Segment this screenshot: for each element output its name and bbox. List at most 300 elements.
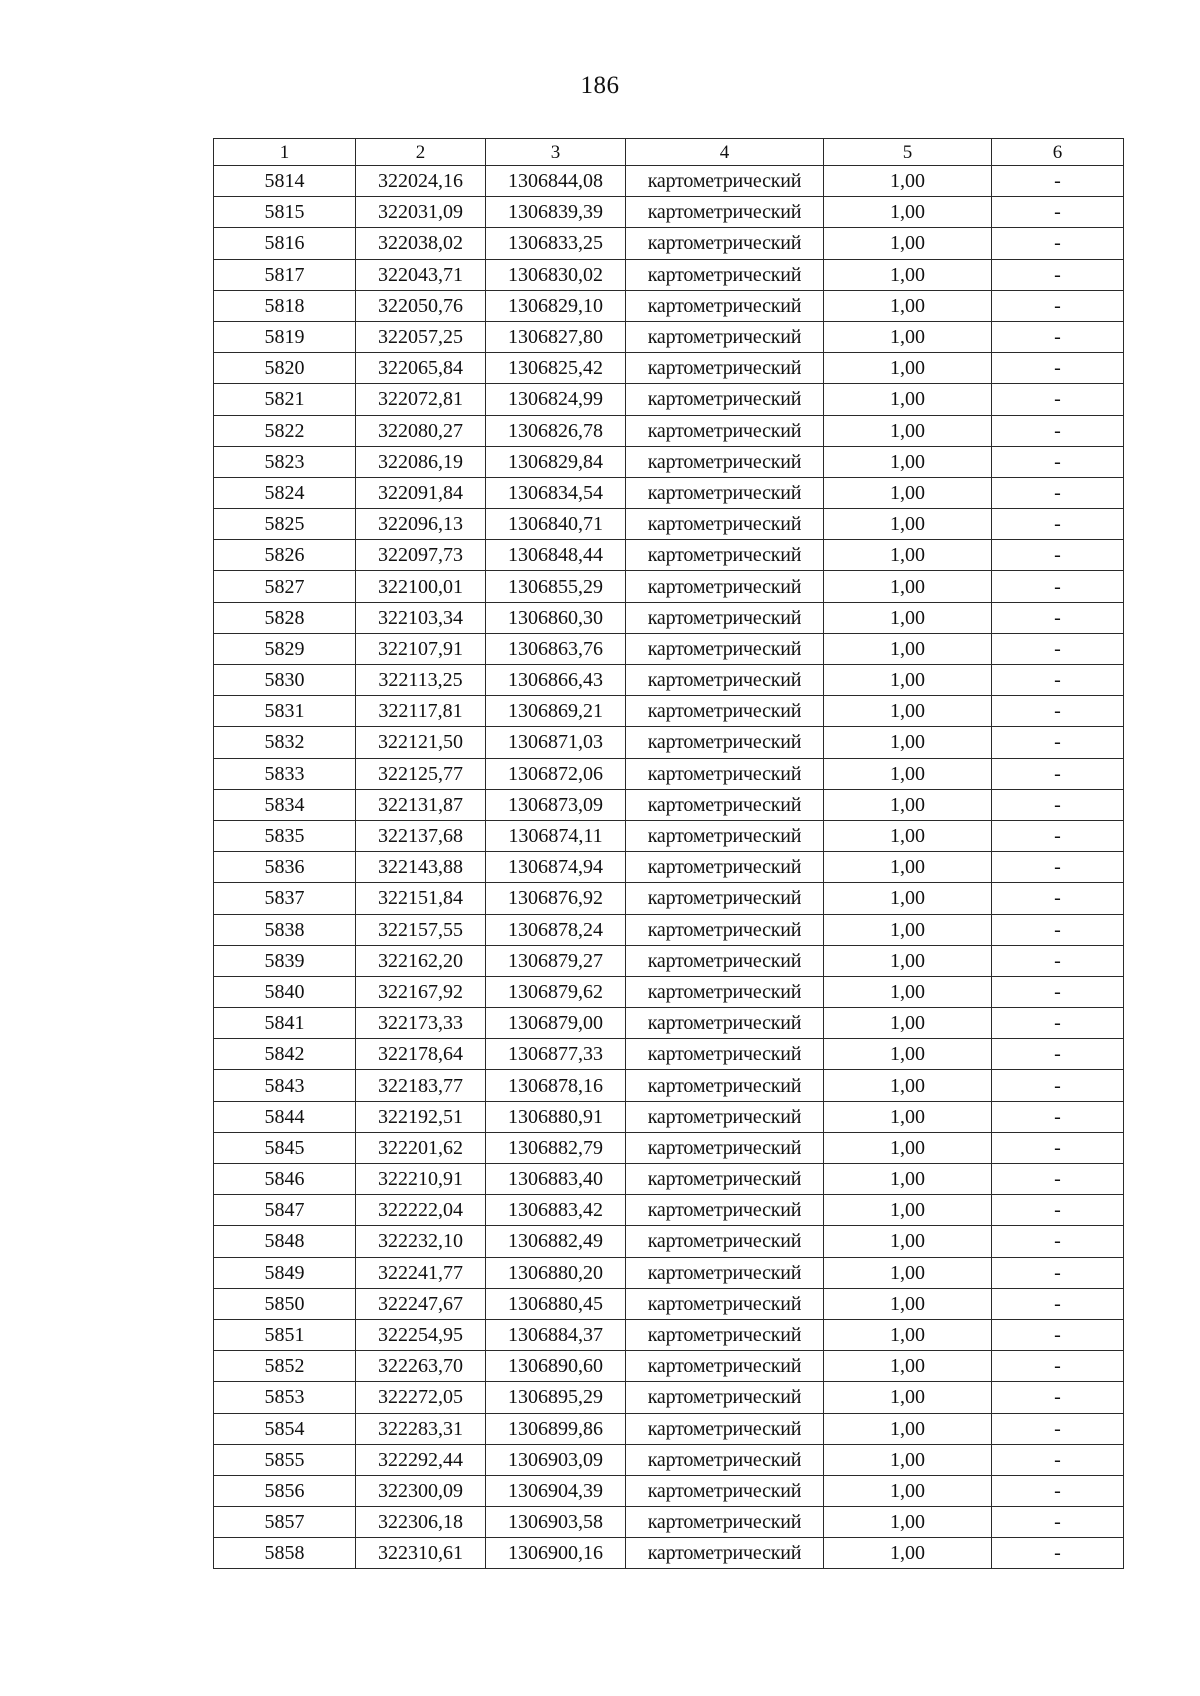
method-cell: картометрический (626, 665, 824, 696)
y-coordinate-cell: 1306855,29 (486, 571, 626, 602)
point-number-cell: 5848 (214, 1226, 356, 1257)
y-coordinate-cell: 1306880,20 (486, 1257, 626, 1288)
description-cell: - (992, 321, 1124, 352)
table-row (214, 1164, 1124, 1195)
accuracy-cell: 1,00 (824, 571, 992, 602)
x-coordinate-cell: 322125,77 (356, 758, 486, 789)
table-row (214, 1382, 1124, 1413)
description-cell: - (992, 1319, 1124, 1350)
point-number-cell: 5821 (214, 384, 356, 415)
table-row (214, 1195, 1124, 1226)
method-cell: картометрический (626, 852, 824, 883)
table-row (214, 571, 1124, 602)
table-row (214, 1538, 1124, 1569)
accuracy-cell: 1,00 (824, 1226, 992, 1257)
y-coordinate-cell: 1306884,37 (486, 1319, 626, 1350)
x-coordinate-cell: 322241,77 (356, 1257, 486, 1288)
description-cell: - (992, 1226, 1124, 1257)
x-coordinate-cell: 322117,81 (356, 696, 486, 727)
accuracy-cell: 1,00 (824, 945, 992, 976)
point-number-cell: 5827 (214, 571, 356, 602)
accuracy-cell: 1,00 (824, 727, 992, 758)
accuracy-cell: 1,00 (824, 1101, 992, 1132)
description-cell: - (992, 353, 1124, 384)
table-row (214, 1413, 1124, 1444)
accuracy-cell: 1,00 (824, 1351, 992, 1382)
point-number-cell: 5815 (214, 197, 356, 228)
accuracy-cell: 1,00 (824, 1538, 992, 1569)
description-cell: - (992, 602, 1124, 633)
table-row (214, 1257, 1124, 1288)
x-coordinate-cell: 322210,91 (356, 1164, 486, 1195)
table-row (214, 477, 1124, 508)
x-coordinate-cell: 322103,34 (356, 602, 486, 633)
point-number-cell: 5832 (214, 727, 356, 758)
accuracy-cell: 1,00 (824, 1444, 992, 1475)
method-cell: картометрический (626, 1351, 824, 1382)
y-coordinate-cell: 1306880,45 (486, 1288, 626, 1319)
point-number-cell: 5814 (214, 166, 356, 197)
x-coordinate-cell: 322183,77 (356, 1070, 486, 1101)
x-coordinate-cell: 322107,91 (356, 633, 486, 664)
accuracy-cell: 1,00 (824, 228, 992, 259)
x-coordinate-cell: 322080,27 (356, 415, 486, 446)
table-row (214, 197, 1124, 228)
x-coordinate-cell: 322096,13 (356, 509, 486, 540)
description-cell: - (992, 1132, 1124, 1163)
accuracy-cell: 1,00 (824, 789, 992, 820)
point-number-cell: 5844 (214, 1101, 356, 1132)
method-cell: картометрический (626, 477, 824, 508)
method-cell: картометрический (626, 1475, 824, 1506)
y-coordinate-cell: 1306878,24 (486, 914, 626, 945)
x-coordinate-cell: 322254,95 (356, 1319, 486, 1350)
y-coordinate-cell: 1306880,91 (486, 1101, 626, 1132)
accuracy-cell: 1,00 (824, 914, 992, 945)
point-number-cell: 5853 (214, 1382, 356, 1413)
method-cell: картометрический (626, 1538, 824, 1569)
x-coordinate-cell: 322137,68 (356, 820, 486, 851)
x-coordinate-cell: 322151,84 (356, 883, 486, 914)
y-coordinate-cell: 1306860,30 (486, 602, 626, 633)
table-row (214, 1319, 1124, 1350)
y-coordinate-cell: 1306882,49 (486, 1226, 626, 1257)
y-coordinate-cell: 1306872,06 (486, 758, 626, 789)
description-cell: - (992, 1288, 1124, 1319)
column-header-6: 6 (992, 139, 1124, 166)
accuracy-cell: 1,00 (824, 1039, 992, 1070)
point-number-cell: 5847 (214, 1195, 356, 1226)
method-cell: картометрический (626, 1008, 824, 1039)
table-row (214, 1101, 1124, 1132)
description-cell: - (992, 1070, 1124, 1101)
y-coordinate-cell: 1306879,00 (486, 1008, 626, 1039)
point-number-cell: 5855 (214, 1444, 356, 1475)
point-number-cell: 5852 (214, 1351, 356, 1382)
table-body (214, 166, 1124, 1569)
x-coordinate-cell: 322050,76 (356, 290, 486, 321)
coordinates-table (213, 138, 1124, 1569)
description-cell: - (992, 509, 1124, 540)
point-number-cell: 5850 (214, 1288, 356, 1319)
description-cell: - (992, 1475, 1124, 1506)
x-coordinate-cell: 322131,87 (356, 789, 486, 820)
description-cell: - (992, 696, 1124, 727)
y-coordinate-cell: 1306895,29 (486, 1382, 626, 1413)
table-row (214, 1288, 1124, 1319)
x-coordinate-cell: 322201,62 (356, 1132, 486, 1163)
method-cell: картометрический (626, 1164, 824, 1195)
point-number-cell: 5856 (214, 1475, 356, 1506)
y-coordinate-cell: 1306874,11 (486, 820, 626, 851)
y-coordinate-cell: 1306830,02 (486, 259, 626, 290)
point-number-cell: 5826 (214, 540, 356, 571)
method-cell: картометрический (626, 353, 824, 384)
y-coordinate-cell: 1306882,79 (486, 1132, 626, 1163)
method-cell: картометрический (626, 321, 824, 352)
accuracy-cell: 1,00 (824, 540, 992, 571)
table-row (214, 321, 1124, 352)
point-number-cell: 5839 (214, 945, 356, 976)
y-coordinate-cell: 1306873,09 (486, 789, 626, 820)
accuracy-cell: 1,00 (824, 509, 992, 540)
table-row (214, 633, 1124, 664)
method-cell: картометрический (626, 1257, 824, 1288)
point-number-cell: 5833 (214, 758, 356, 789)
accuracy-cell: 1,00 (824, 1195, 992, 1226)
accuracy-cell: 1,00 (824, 633, 992, 664)
method-cell: картометрический (626, 696, 824, 727)
x-coordinate-cell: 322232,10 (356, 1226, 486, 1257)
point-number-cell: 5825 (214, 509, 356, 540)
description-cell: - (992, 1351, 1124, 1382)
accuracy-cell: 1,00 (824, 197, 992, 228)
point-number-cell: 5830 (214, 665, 356, 696)
description-cell: - (992, 1039, 1124, 1070)
y-coordinate-cell: 1306903,58 (486, 1507, 626, 1538)
method-cell: картометрический (626, 228, 824, 259)
y-coordinate-cell: 1306829,10 (486, 290, 626, 321)
accuracy-cell: 1,00 (824, 1132, 992, 1163)
y-coordinate-cell: 1306844,08 (486, 166, 626, 197)
x-coordinate-cell: 322292,44 (356, 1444, 486, 1475)
x-coordinate-cell: 322113,25 (356, 665, 486, 696)
description-cell: - (992, 1538, 1124, 1569)
point-number-cell: 5819 (214, 321, 356, 352)
accuracy-cell: 1,00 (824, 1319, 992, 1350)
method-cell: картометрический (626, 384, 824, 415)
column-header-1: 1 (214, 139, 356, 166)
description-cell: - (992, 259, 1124, 290)
accuracy-cell: 1,00 (824, 1475, 992, 1506)
method-cell: картометрический (626, 1101, 824, 1132)
x-coordinate-cell: 322038,02 (356, 228, 486, 259)
method-cell: картометрический (626, 883, 824, 914)
method-cell: картометрический (626, 197, 824, 228)
method-cell: картометрический (626, 259, 824, 290)
y-coordinate-cell: 1306879,62 (486, 976, 626, 1007)
description-cell: - (992, 1195, 1124, 1226)
table-row (214, 1444, 1124, 1475)
accuracy-cell: 1,00 (824, 353, 992, 384)
method-cell: картометрический (626, 976, 824, 1007)
table-row (214, 1039, 1124, 1070)
accuracy-cell: 1,00 (824, 852, 992, 883)
y-coordinate-cell: 1306877,33 (486, 1039, 626, 1070)
x-coordinate-cell: 322247,67 (356, 1288, 486, 1319)
method-cell: картометрический (626, 166, 824, 197)
method-cell: картометрический (626, 1226, 824, 1257)
method-cell: картометрический (626, 758, 824, 789)
column-header-5: 5 (824, 139, 992, 166)
table-row (214, 883, 1124, 914)
x-coordinate-cell: 322091,84 (356, 477, 486, 508)
table-row (214, 166, 1124, 197)
accuracy-cell: 1,00 (824, 1008, 992, 1039)
y-coordinate-cell: 1306824,99 (486, 384, 626, 415)
y-coordinate-cell: 1306866,43 (486, 665, 626, 696)
accuracy-cell: 1,00 (824, 976, 992, 1007)
x-coordinate-cell: 322157,55 (356, 914, 486, 945)
y-coordinate-cell: 1306883,42 (486, 1195, 626, 1226)
x-coordinate-cell: 322306,18 (356, 1507, 486, 1538)
accuracy-cell: 1,00 (824, 415, 992, 446)
x-coordinate-cell: 322272,05 (356, 1382, 486, 1413)
y-coordinate-cell: 1306827,80 (486, 321, 626, 352)
x-coordinate-cell: 322121,50 (356, 727, 486, 758)
column-header-2: 2 (356, 139, 486, 166)
method-cell: картометрический (626, 1039, 824, 1070)
point-number-cell: 5828 (214, 602, 356, 633)
table-row (214, 727, 1124, 758)
accuracy-cell: 1,00 (824, 1382, 992, 1413)
description-cell: - (992, 477, 1124, 508)
table-row (214, 290, 1124, 321)
y-coordinate-cell: 1306869,21 (486, 696, 626, 727)
description-cell: - (992, 914, 1124, 945)
point-number-cell: 5857 (214, 1507, 356, 1538)
table-row (214, 820, 1124, 851)
point-number-cell: 5838 (214, 914, 356, 945)
y-coordinate-cell: 1306871,03 (486, 727, 626, 758)
description-cell: - (992, 540, 1124, 571)
y-coordinate-cell: 1306874,94 (486, 852, 626, 883)
table-row (214, 415, 1124, 446)
point-number-cell: 5842 (214, 1039, 356, 1070)
accuracy-cell: 1,00 (824, 665, 992, 696)
description-cell: - (992, 633, 1124, 664)
table-row (214, 1070, 1124, 1101)
y-coordinate-cell: 1306879,27 (486, 945, 626, 976)
y-coordinate-cell: 1306903,09 (486, 1444, 626, 1475)
description-cell: - (992, 166, 1124, 197)
x-coordinate-cell: 322097,73 (356, 540, 486, 571)
accuracy-cell: 1,00 (824, 290, 992, 321)
accuracy-cell: 1,00 (824, 1164, 992, 1195)
table-row (214, 1351, 1124, 1382)
y-coordinate-cell: 1306825,42 (486, 353, 626, 384)
table-row (214, 914, 1124, 945)
table-row (214, 1008, 1124, 1039)
x-coordinate-cell: 322065,84 (356, 353, 486, 384)
method-cell: картометрический (626, 290, 824, 321)
table-row (214, 945, 1124, 976)
table-row (214, 259, 1124, 290)
point-number-cell: 5835 (214, 820, 356, 851)
table-header (214, 139, 1124, 166)
x-coordinate-cell: 322162,20 (356, 945, 486, 976)
method-cell: картометрический (626, 1070, 824, 1101)
point-number-cell: 5858 (214, 1538, 356, 1569)
description-cell: - (992, 727, 1124, 758)
description-cell: - (992, 228, 1124, 259)
x-coordinate-cell: 322057,25 (356, 321, 486, 352)
y-coordinate-cell: 1306890,60 (486, 1351, 626, 1382)
point-number-cell: 5840 (214, 976, 356, 1007)
point-number-cell: 5822 (214, 415, 356, 446)
accuracy-cell: 1,00 (824, 1413, 992, 1444)
table-row (214, 353, 1124, 384)
table-row (214, 540, 1124, 571)
method-cell: картометрический (626, 1444, 824, 1475)
table-row (214, 1475, 1124, 1506)
accuracy-cell: 1,00 (824, 696, 992, 727)
description-cell: - (992, 1507, 1124, 1538)
y-coordinate-cell: 1306826,78 (486, 415, 626, 446)
point-number-cell: 5849 (214, 1257, 356, 1288)
point-number-cell: 5834 (214, 789, 356, 820)
point-number-cell: 5843 (214, 1070, 356, 1101)
point-number-cell: 5846 (214, 1164, 356, 1195)
table-row (214, 696, 1124, 727)
column-header-3: 3 (486, 139, 626, 166)
y-coordinate-cell: 1306829,84 (486, 446, 626, 477)
x-coordinate-cell: 322300,09 (356, 1475, 486, 1506)
y-coordinate-cell: 1306899,86 (486, 1413, 626, 1444)
description-cell: - (992, 290, 1124, 321)
point-number-cell: 5816 (214, 228, 356, 259)
accuracy-cell: 1,00 (824, 1288, 992, 1319)
method-cell: картометрический (626, 1132, 824, 1163)
x-coordinate-cell: 322167,92 (356, 976, 486, 1007)
table-row (214, 976, 1124, 1007)
method-cell: картометрический (626, 1382, 824, 1413)
x-coordinate-cell: 322100,01 (356, 571, 486, 602)
method-cell: картометрический (626, 1507, 824, 1538)
page-number: 186 (580, 72, 620, 99)
method-cell: картометрический (626, 415, 824, 446)
x-coordinate-cell: 322072,81 (356, 384, 486, 415)
x-coordinate-cell: 322043,71 (356, 259, 486, 290)
method-cell: картометрический (626, 945, 824, 976)
description-cell: - (992, 197, 1124, 228)
x-coordinate-cell: 322173,33 (356, 1008, 486, 1039)
description-cell: - (992, 1101, 1124, 1132)
description-cell: - (992, 571, 1124, 602)
point-number-cell: 5817 (214, 259, 356, 290)
accuracy-cell: 1,00 (824, 602, 992, 633)
point-number-cell: 5841 (214, 1008, 356, 1039)
point-number-cell: 5818 (214, 290, 356, 321)
x-coordinate-cell: 322024,16 (356, 166, 486, 197)
accuracy-cell: 1,00 (824, 166, 992, 197)
table-row (214, 665, 1124, 696)
table-row (214, 384, 1124, 415)
x-coordinate-cell: 322283,31 (356, 1413, 486, 1444)
y-coordinate-cell: 1306904,39 (486, 1475, 626, 1506)
method-cell: картометрический (626, 602, 824, 633)
point-number-cell: 5845 (214, 1132, 356, 1163)
point-number-cell: 5837 (214, 883, 356, 914)
accuracy-cell: 1,00 (824, 259, 992, 290)
table-row (214, 1507, 1124, 1538)
x-coordinate-cell: 322143,88 (356, 852, 486, 883)
method-cell: картометрический (626, 1288, 824, 1319)
table-row (214, 1132, 1124, 1163)
description-cell: - (992, 415, 1124, 446)
description-cell: - (992, 384, 1124, 415)
y-coordinate-cell: 1306839,39 (486, 197, 626, 228)
description-cell: - (992, 883, 1124, 914)
method-cell: картометрический (626, 1413, 824, 1444)
point-number-cell: 5829 (214, 633, 356, 664)
column-header-4: 4 (626, 139, 824, 166)
description-cell: - (992, 945, 1124, 976)
table-row (214, 228, 1124, 259)
method-cell: картометрический (626, 820, 824, 851)
accuracy-cell: 1,00 (824, 1070, 992, 1101)
accuracy-cell: 1,00 (824, 820, 992, 851)
description-cell: - (992, 1382, 1124, 1413)
table-row (214, 852, 1124, 883)
y-coordinate-cell: 1306876,92 (486, 883, 626, 914)
method-cell: картометрический (626, 1195, 824, 1226)
accuracy-cell: 1,00 (824, 384, 992, 415)
header-row (214, 139, 1124, 166)
x-coordinate-cell: 322178,64 (356, 1039, 486, 1070)
point-number-cell: 5823 (214, 446, 356, 477)
method-cell: картометрический (626, 633, 824, 664)
accuracy-cell: 1,00 (824, 446, 992, 477)
description-cell: - (992, 1257, 1124, 1288)
method-cell: картометрический (626, 509, 824, 540)
y-coordinate-cell: 1306833,25 (486, 228, 626, 259)
x-coordinate-cell: 322310,61 (356, 1538, 486, 1569)
description-cell: - (992, 820, 1124, 851)
description-cell: - (992, 1444, 1124, 1475)
y-coordinate-cell: 1306840,71 (486, 509, 626, 540)
description-cell: - (992, 1413, 1124, 1444)
point-number-cell: 5824 (214, 477, 356, 508)
description-cell: - (992, 758, 1124, 789)
y-coordinate-cell: 1306900,16 (486, 1538, 626, 1569)
description-cell: - (992, 1008, 1124, 1039)
x-coordinate-cell: 322222,04 (356, 1195, 486, 1226)
x-coordinate-cell: 322031,09 (356, 197, 486, 228)
y-coordinate-cell: 1306878,16 (486, 1070, 626, 1101)
method-cell: картометрический (626, 540, 824, 571)
method-cell: картометрический (626, 914, 824, 945)
y-coordinate-cell: 1306834,54 (486, 477, 626, 508)
method-cell: картометрический (626, 1319, 824, 1350)
table-row (214, 602, 1124, 633)
x-coordinate-cell: 322263,70 (356, 1351, 486, 1382)
accuracy-cell: 1,00 (824, 1257, 992, 1288)
point-number-cell: 5836 (214, 852, 356, 883)
y-coordinate-cell: 1306863,76 (486, 633, 626, 664)
description-cell: - (992, 446, 1124, 477)
method-cell: картометрический (626, 446, 824, 477)
